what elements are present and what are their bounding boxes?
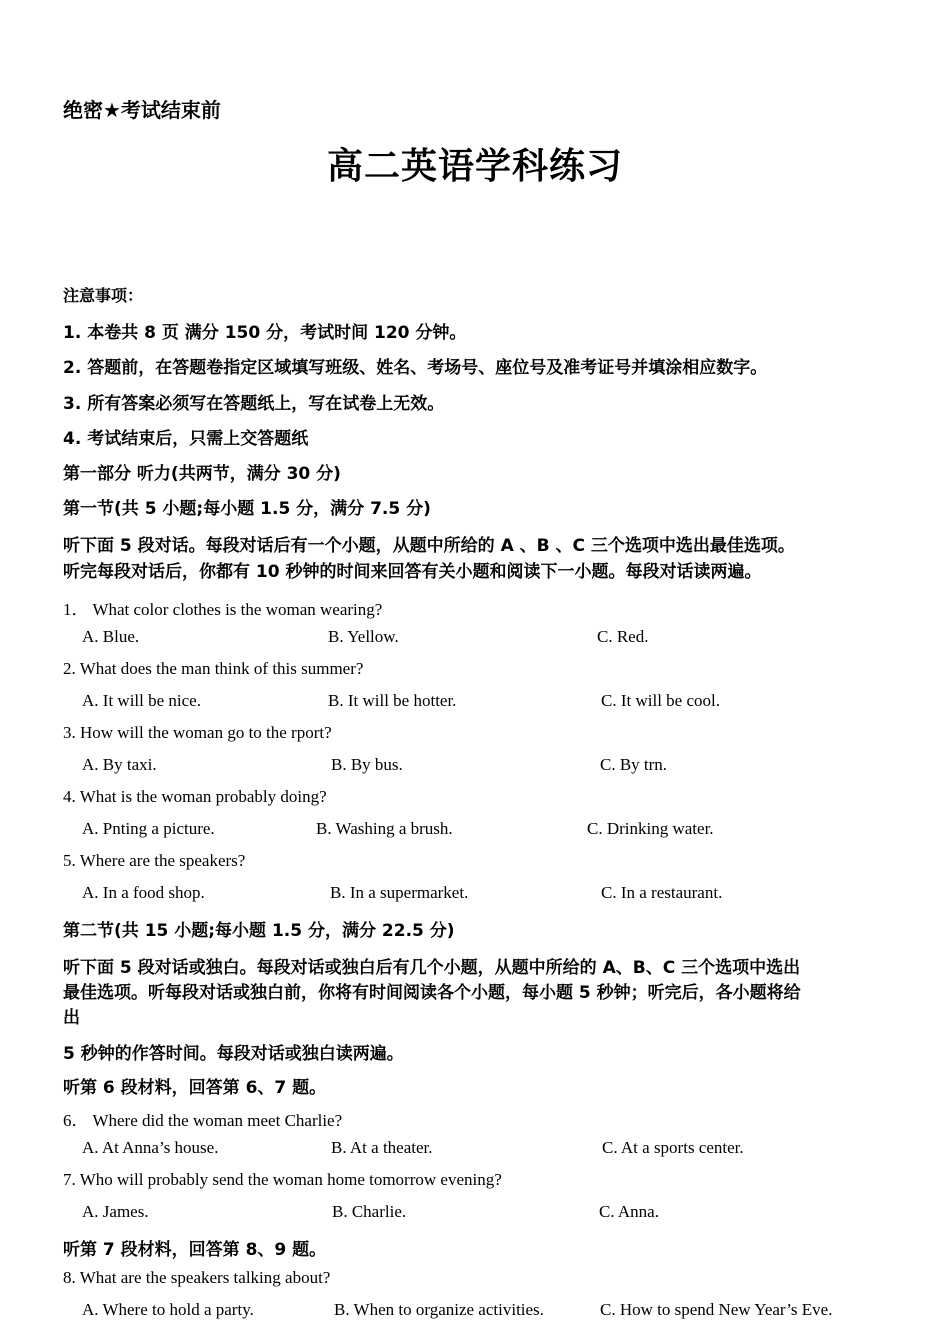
question-2: 2. What does the man think of this summer?	[63, 659, 364, 678]
option-a: A. In a food shop.	[82, 883, 205, 902]
option-c: C. Anna.	[599, 1202, 659, 1221]
section2-instruction: 出	[63, 1008, 80, 1028]
material-7-heading: 听第 7 段材料，回答第 8、9 题。	[63, 1240, 327, 1260]
option-a: A. By taxi.	[82, 755, 157, 774]
question-6: 6． Where did the woman meet Charlie?	[63, 1111, 343, 1130]
option-c: C. By trn.	[600, 755, 668, 774]
option-b: B. At a theater.	[331, 1138, 433, 1157]
option-c: C. How to spend New Year’s Eve.	[600, 1300, 833, 1319]
notice-item: 4. 考试结束后，只需上交答题纸	[63, 429, 309, 449]
page-title: 高二英语学科练习	[326, 145, 623, 187]
option-b: B. Charlie.	[332, 1202, 407, 1221]
option-a: A. At Anna’s house.	[82, 1138, 219, 1157]
notice-item: 1. 本卷共 8 页 满分 150 分，考试时间 120 分钟。	[63, 323, 467, 343]
section1-instruction: 听完每段对话后，你都有 10 秒钟的时间来回答有关小题和阅读下一小题。每段对话读两遍。	[63, 562, 762, 582]
section2-instruction: 最佳选项。听每段对话或独白前，你将有时间阅读各个小题，每小题 5 秒钟；听完后，各小题将给	[63, 983, 801, 1003]
section2-instruction: 5 秒钟的作答时间。每段对话或独白读两遍。	[63, 1044, 404, 1064]
section1-instruction: 听下面 5 段对话。每段对话后有一个小题，从题中所给的 A 、B 、C 三个选项中选出最佳选项。	[63, 536, 795, 556]
option-a: A. Pnting a picture.	[82, 819, 215, 838]
option-a: A. James.	[82, 1202, 149, 1221]
option-c: C. At a sports center.	[602, 1138, 744, 1157]
question-4: 4. What is the woman probably doing?	[63, 787, 327, 806]
option-b: B. Yellow.	[328, 627, 399, 646]
option-c: C. It will be cool.	[601, 691, 720, 710]
notice-heading: 注意事项：	[63, 286, 144, 305]
part1-heading: 第一部分 听力(共两节，满分 30 分)	[63, 464, 341, 484]
option-c: C. Drinking water.	[587, 819, 714, 838]
option-b: B. Washing a brush.	[316, 819, 453, 838]
option-c: C. In a restaurant.	[601, 883, 723, 902]
question-3: 3. How will the woman go to the rport?	[63, 723, 332, 742]
question-8: 8. What are the speakers talking about?	[63, 1268, 331, 1287]
question-1: 1． What color clothes is the woman wearing?	[63, 600, 383, 619]
notice-item: 2. 答题前，在答题卷指定区域填写班级、姓名、考场号、座位号及准考证号并填涂相应数字。	[63, 358, 768, 378]
option-a: A. Blue.	[82, 627, 140, 646]
option-b: B. In a supermarket.	[330, 883, 469, 902]
section2-heading: 第二节(共 15 小题;每小题 1.5 分，满分 22.5 分)	[63, 921, 455, 941]
question-5: 5. Where are the speakers?	[63, 851, 246, 870]
material-6-heading: 听第 6 段材料，回答第 6、7 题。	[63, 1078, 327, 1098]
option-a: A. It will be nice.	[82, 691, 201, 710]
option-a: A. Where to hold a party.	[82, 1300, 254, 1319]
option-b: B. By bus.	[331, 755, 403, 774]
section1-heading: 第一节(共 5 小题;每小题 1.5 分，满分 7.5 分)	[63, 499, 431, 519]
section2-instruction: 听下面 5 段对话或独白。每段对话或独白后有几个小题，从题中所给的 A、B、C 三个选项中选出	[63, 958, 801, 978]
option-b: B. It will be hotter.	[328, 691, 457, 710]
option-c: C. Red.	[597, 627, 649, 646]
option-b: B. When to organize activities.	[334, 1300, 544, 1319]
question-7: 7. Who will probably send the woman home tomorrow evening?	[63, 1170, 502, 1189]
notice-item: 3. 所有答案必须写在答题纸上，写在试卷上无效。	[63, 394, 445, 414]
secret-mark: 绝密★考试结束前	[63, 98, 221, 122]
